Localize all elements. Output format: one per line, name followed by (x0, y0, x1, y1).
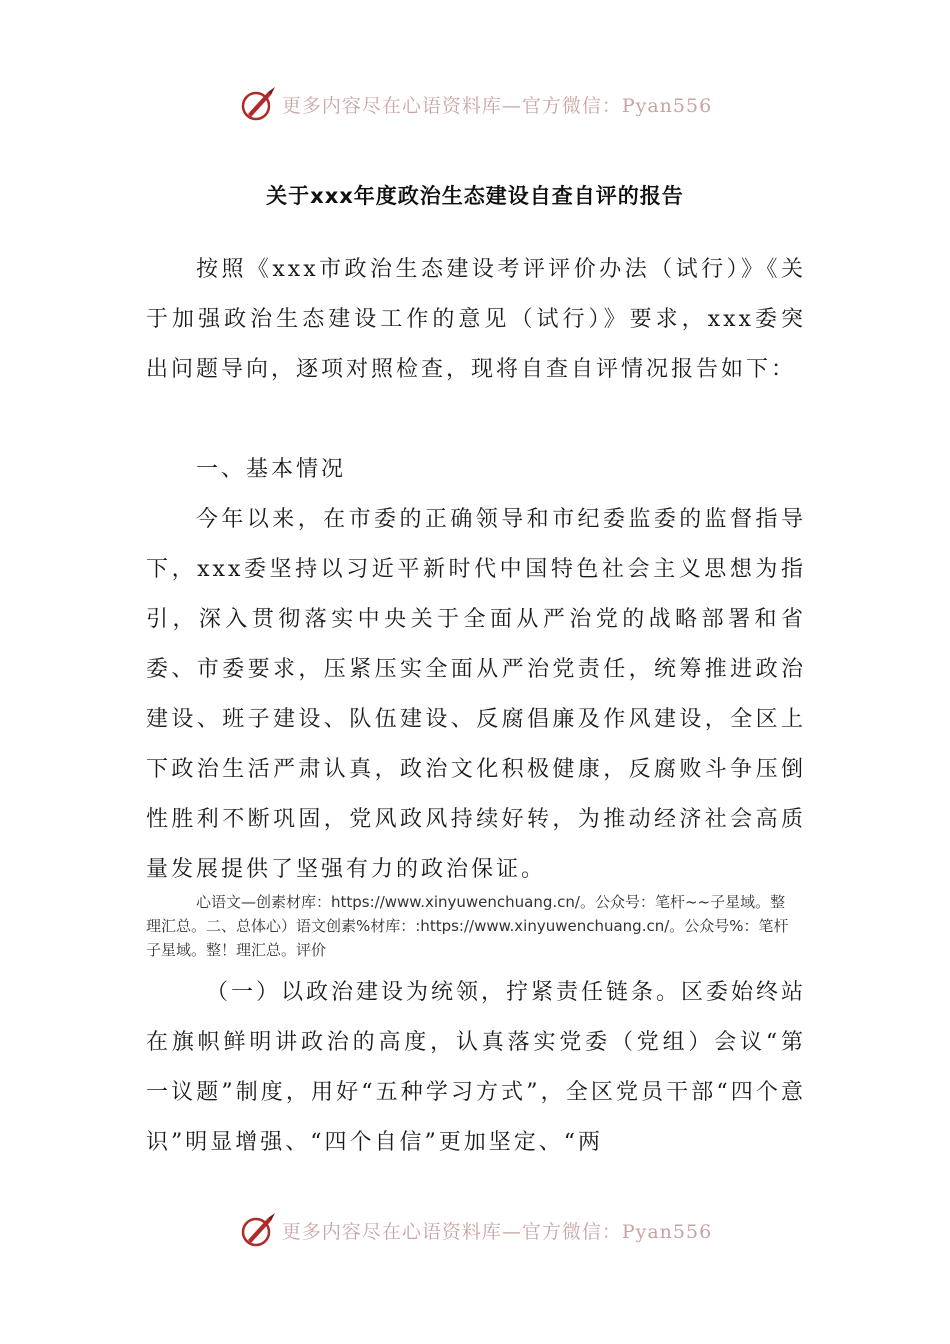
quill-pen-logo-icon (238, 84, 278, 124)
intro-paragraph: 按照《xxx市政治生态建设考评评价办法（试行）》《关于加强政治生态建设工作的意见（试行）》要求，xxx委突出问题导向，逐项对照检查，现将自查自评情况报告如下： (146, 257, 806, 382)
footer-banner (0, 1208, 950, 1252)
document-title: 关于xxx年度政治生态建设自查自评的报告 (266, 184, 684, 208)
section-heading-basic-situation: 一、基本情况 (196, 457, 347, 482)
quill-pen-logo-icon (238, 1210, 278, 1250)
banner-text: 更多内容尽在心语资料库—官方微信：Pyan556 (281, 1220, 713, 1243)
subsection-paragraph: （一）以政治建设为统领，拧紧责任链条。区委始终站在旗帜鲜明讲政治的高度，认真落实党委（党组）会议“第一议题”制度，用好“五种学习方式”，全区党员干部“四个意识”明显增强、“四个自信”更加坚定、“两 (146, 980, 807, 1155)
watermark-text: 心语文—创素材库：https://www.xinyuwenchuang.cn/。公众号：笔杆~~子星域。整理汇总。二、总体心）语文创素%材库：:https://www.xinyuwenchuang.cn/。公众号%：笔杆子星域。整！理汇总。评价 (146, 893, 789, 959)
banner-text: 更多内容尽在心语资料库—官方微信：Pyan556 (281, 94, 713, 117)
section-body-paragraph: 今年以来，在市委的正确领导和市纪委监委的监督指导下，xxx委坚持以习近平新时代中国特色社会主义思想为指引，深入贯彻落实中央关于全面从严治党的战略部署和省委、市委要求，压紧压实全面从严治党责任，统筹推进政治建设、班子建设、队伍建设、反腐倡廉及作风建设，全区上下政治生活严肃认真，政治文化积极健康，反腐败斗争压倒性胜利不断巩固，党风政风持续好转，为推动经济社会高质量发展提供了坚强有力的政治保证。 (146, 507, 806, 882)
header-banner (0, 82, 950, 126)
